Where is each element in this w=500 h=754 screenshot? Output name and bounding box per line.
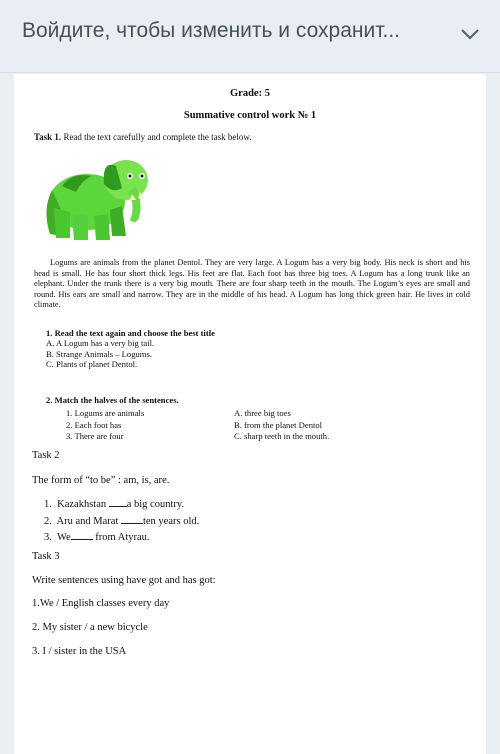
item-start: We: [56, 532, 71, 543]
list-item: [44, 513, 199, 530]
item-number: 2.: [44, 515, 52, 527]
match-right-item: A. three big toes: [234, 408, 291, 418]
match-left-item: 1. Logums are animals: [66, 408, 145, 418]
task2-intro: The form of “to be” : am, is, are.: [32, 475, 170, 486]
list-item: [44, 529, 199, 546]
option-a: A. A Logum has a very big tail.: [46, 338, 155, 349]
task2-list: [44, 496, 199, 546]
reading-text: Logums are animals from the planet Dentol. They are very large. A Logum has a very big body. His neck is short and his head is small. He has four short thick legs. His feet are flat. Each foot has three big toes. A Logum has a long trunk like an elephant. Under the trunk there is a very big mouth. There are four sharp teeth in the mouth. The Logum’s eyes are small and round. His ears are small and narrow. They are in the middle of his head. A Logum has long thick green hair. He lives in cold climate.: [34, 258, 470, 310]
match-right-item: C. sharp teeth in the mouth.: [234, 431, 330, 441]
blank-line: [71, 529, 93, 540]
task3-item: 1.We / English classes every day: [32, 598, 170, 609]
question-1-heading: 1. Read the text again and choose the best title: [46, 328, 215, 338]
match-right-item: B. from the planet Dentol: [234, 419, 323, 430]
item-end: a big country.: [126, 499, 185, 510]
item-number: 1.: [44, 499, 52, 510]
item-end: from Atyrau.: [92, 532, 150, 543]
chevron-down-icon[interactable]: [458, 22, 482, 46]
question-2-heading: 2. Match the halves of the sentences.: [46, 395, 179, 405]
blank-line: [121, 513, 143, 524]
option-c: C. Plants of planet Dentol.: [46, 358, 138, 369]
blank-line: [109, 496, 127, 507]
task3-intro: Write sentences using have got and has got:: [32, 575, 216, 586]
task1-text: Read the text carefully and complete the task below.: [61, 132, 252, 142]
banner-title: Войдите, чтобы изменить и сохранит...: [22, 19, 401, 42]
grade-heading: Grade: 5: [230, 88, 270, 99]
item-start: Aru and Marat: [56, 515, 121, 527]
match-right-column: [234, 408, 329, 443]
match-left-item: 3. There are four: [66, 431, 124, 441]
question-1: [46, 328, 215, 369]
document-page: [14, 74, 486, 754]
doc-title: Summative control work № 1: [183, 110, 317, 121]
task1-instruction: [34, 132, 252, 142]
match-left-column: [66, 408, 144, 443]
match-left-item: 2. Each foot has: [66, 419, 122, 430]
item-start: Kazakhstan: [57, 499, 109, 510]
task1-label: Task 1.: [34, 132, 62, 142]
item-number: 3.: [44, 532, 52, 543]
task3-item: 2. My sister / a new bicycle: [32, 622, 148, 633]
question-2: [46, 395, 466, 406]
task3-label: Task 3: [32, 551, 60, 562]
task2-label: Task 2: [32, 450, 60, 461]
logum-illustration: [32, 150, 162, 246]
option-b: B. Strange Animals – Logums.: [46, 348, 152, 359]
item-end: ten years old.: [142, 515, 200, 527]
login-banner[interactable]: [0, 0, 500, 73]
list-item: [44, 496, 199, 513]
task3-item: 3. I / sister in the USA: [32, 646, 127, 657]
